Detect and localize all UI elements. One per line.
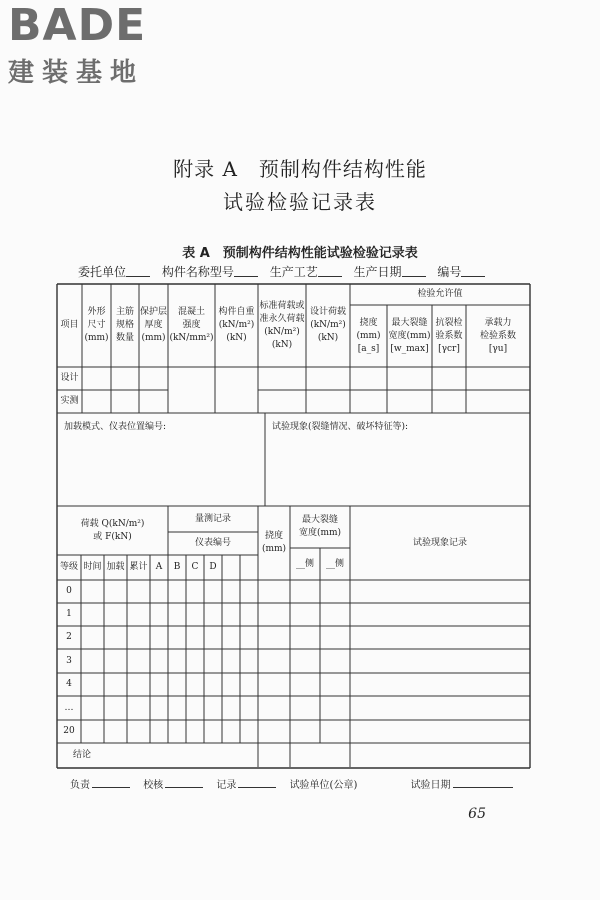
header-item: 项目 bbox=[60, 320, 79, 330]
sig-responsible: 负责 bbox=[70, 780, 90, 791]
record-side-2: __侧 bbox=[325, 558, 344, 569]
subheader-cumulative: 累计 bbox=[129, 562, 148, 572]
conclusion-label: 结论 bbox=[72, 750, 91, 760]
header-allowable-group: 检验允许值 bbox=[417, 289, 463, 299]
sig-test-date-field bbox=[453, 778, 513, 788]
meta-process-label: 生产工艺 bbox=[269, 265, 318, 279]
subheader-c: C bbox=[191, 562, 199, 572]
page-number: 65 bbox=[468, 806, 486, 822]
level-label: 4 bbox=[66, 679, 72, 689]
level-label: 2 bbox=[66, 632, 72, 642]
record-phenomenon: 试验现象记录 bbox=[412, 537, 467, 548]
sig-check-field bbox=[165, 778, 203, 788]
record-gauge-group: 量测记录 bbox=[194, 513, 231, 524]
header-design-load: 设计荷载 (kN/m²) (kN) bbox=[309, 307, 346, 343]
sig-responsible-field bbox=[92, 778, 130, 788]
note-phenomenon: 试验现象(裂缝情况、破坏特征等): bbox=[272, 421, 409, 432]
logo-subtitle: 建装基地 bbox=[8, 58, 145, 88]
meta-client-label: 委托单位 bbox=[78, 265, 127, 279]
record-side-1: __侧 bbox=[295, 558, 314, 569]
sig-test-date: 试验日期 bbox=[410, 780, 451, 791]
header-capacity-coef: 承载力 检验系数 [γu] bbox=[479, 317, 516, 354]
table-caption: 表 A 预制构件结构性能试验检验记录表 bbox=[182, 246, 418, 261]
record-deflection: 挠度 (mm) bbox=[261, 531, 287, 554]
meta-date-label: 生产日期 bbox=[353, 265, 402, 279]
level-label: 0 bbox=[66, 586, 72, 596]
appendix-title: 附录 A 预制构件结构性能 bbox=[173, 157, 427, 181]
row-design-label: 设计 bbox=[60, 373, 79, 383]
header-concrete: 混凝土 强度 (kN/mm²) bbox=[169, 307, 214, 343]
header-selfweight: 构件自重 (kN/m²) (kN) bbox=[218, 307, 255, 343]
level-label: 3 bbox=[66, 655, 72, 666]
record-crack-group: 最大裂缝 宽度(mm) bbox=[298, 515, 342, 538]
sig-gap bbox=[359, 779, 397, 788]
header-std-load: 标准荷载或 准永久荷载 (kN/m²) (kN) bbox=[259, 300, 305, 350]
header-shape: 外形 尺寸 (mm) bbox=[84, 307, 109, 343]
subheader-b: B bbox=[173, 562, 181, 572]
appendix-subtitle: 试验检验记录表 bbox=[223, 190, 377, 214]
row-measured-label: 实测 bbox=[60, 396, 79, 406]
header-rebar: 主筋 规格 数量 bbox=[115, 307, 134, 343]
level-label: 20 bbox=[63, 726, 75, 736]
subheader-a: A bbox=[155, 562, 163, 572]
sig-check: 校核 bbox=[143, 780, 164, 791]
sig-unit: 试验单位(公章) bbox=[289, 780, 358, 791]
header-crack-coef: 抗裂检 验系数 [γcr] bbox=[435, 317, 463, 354]
subheader-add: 加载 bbox=[106, 562, 125, 572]
record-gauge-number: 仪表编号 bbox=[194, 538, 231, 548]
sig-record: 记录 bbox=[216, 780, 237, 791]
subheader-d: D bbox=[209, 562, 217, 572]
sig-record-field bbox=[238, 778, 276, 788]
note-loading-pattern: 加载模式、仪表位置编号: bbox=[64, 421, 167, 432]
header-cover: 保护层 厚度 (mm) bbox=[139, 307, 167, 343]
signature-line bbox=[70, 776, 523, 791]
header-deflection: 挠度 (mm) [a_s] bbox=[356, 317, 381, 354]
level-label: … bbox=[64, 702, 74, 713]
logo-brand: BADE bbox=[8, 0, 147, 51]
header-crack-width: 最大裂缝 宽度(mm) [w_max] bbox=[388, 317, 431, 354]
record-load-header: 荷载 Q(kN/m²) 或 F(kN) bbox=[80, 518, 145, 542]
level-label: 1 bbox=[66, 609, 72, 619]
meta-component-label: 构件名称型号 bbox=[161, 265, 234, 279]
subheader-time: 时间 bbox=[83, 562, 102, 572]
meta-number-label: 编号 bbox=[437, 265, 462, 279]
subheader-level: 等级 bbox=[59, 562, 78, 572]
